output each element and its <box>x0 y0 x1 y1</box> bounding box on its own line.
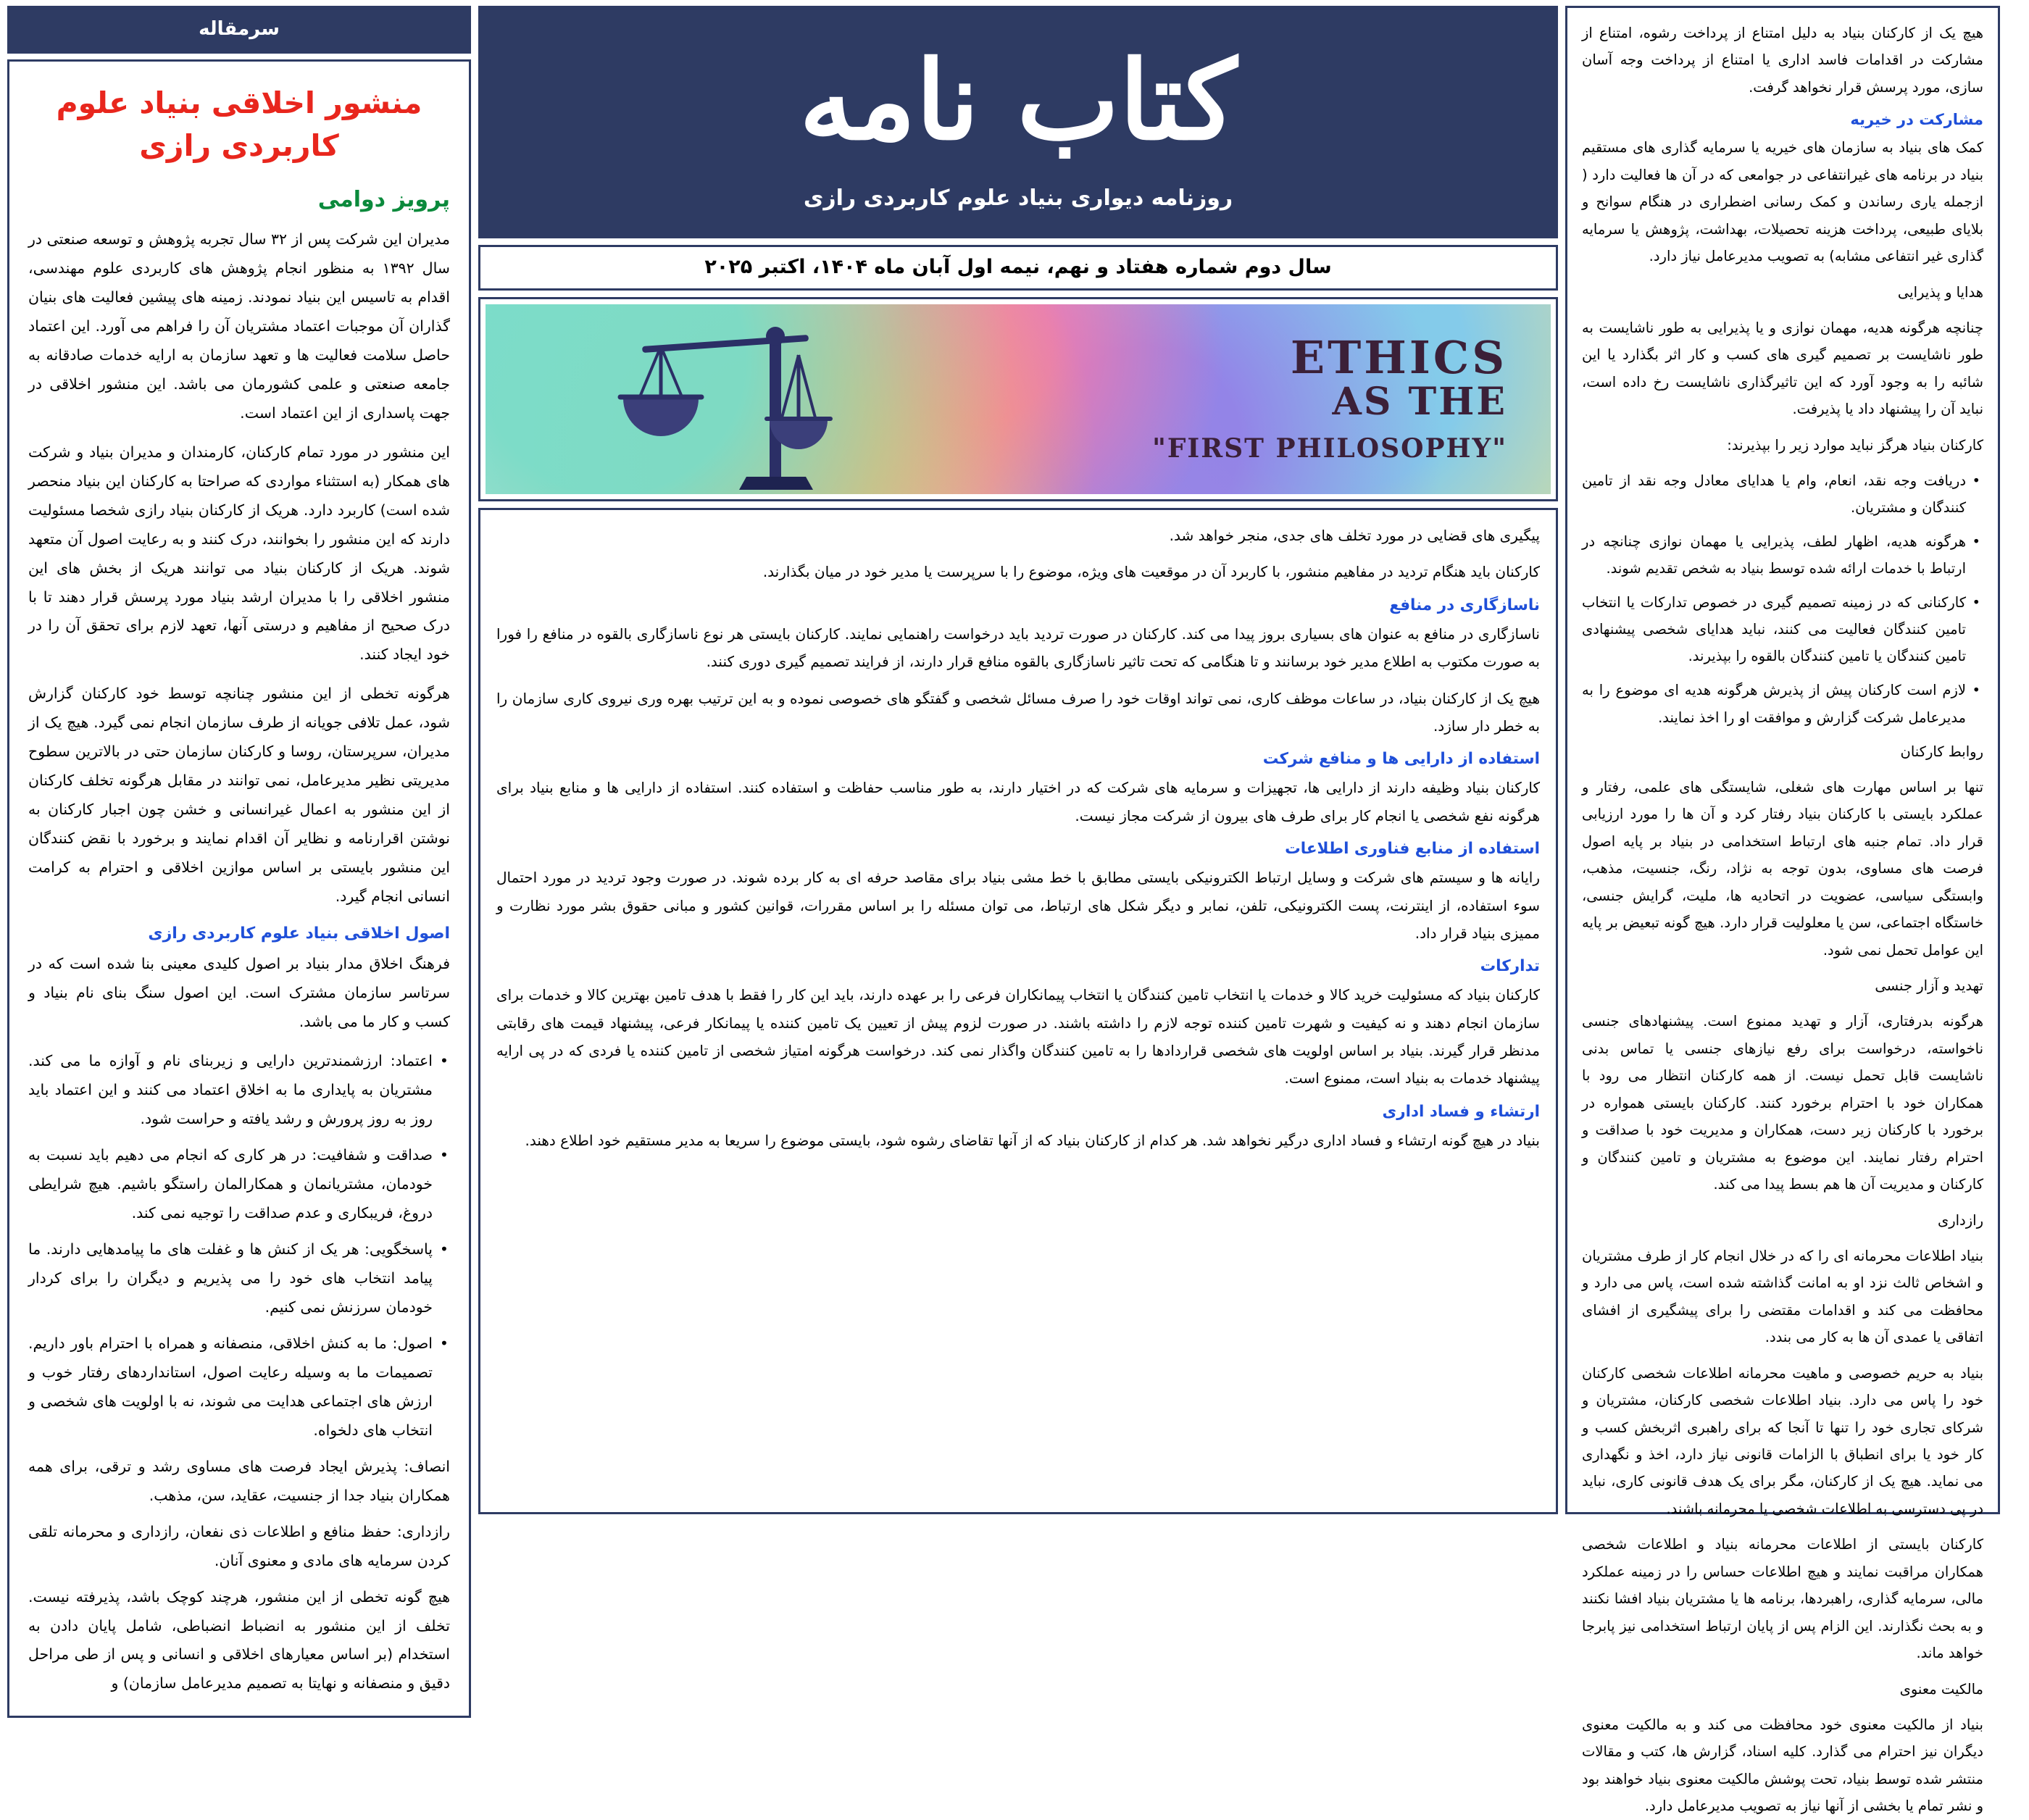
section-heading: ناسازگاری در منافع <box>1389 596 1540 614</box>
section-heading-plain: تهدید و آزار جنسی <box>1875 977 1983 995</box>
section-heading-plain: رازداری <box>1937 1211 1983 1229</box>
list-item: • هرگونه هدیه، اظهار لطف، پذیرایی یا مهمان نوازی چنانچه در ارتباط با خدمات ارائه شده توسط بنیاد به شخص تقدیم شوند. <box>1582 528 1983 582</box>
editorial-section-title: اصول اخلاقی بنیاد علوم کاربردی رازی <box>148 924 450 943</box>
section-paragraph: هرگونه بدرفتاری، آزار و تهدید ممنوع است. پیشنهادهای جنسی ناخواسته، درخواست برای رفع نیازهای جنسی یا تماس بدنی ناشایست قابل تحمل نیست. از همه کارکنان انتظار می رود با همکاران خود با احترام برخورد کنند. کارکنان بایستی همواره در برخورد با کارکنان زیر دست، همکاران و مدیریت خود با صداقت و احترام رفتار نمایند. این موضوع به مشتریان و تامین کنندگان و کارکنان و مدیریت آن ها هم بسط پیدا می کند. <box>1582 1013 1983 1193</box>
editorial-principle: • اعتماد: ارزشمندترین دارایی و زیربنای نام و آوازه ما می کند. مشتریان به پایداری ما به اخلاق اعتماد می کنند و این اعتماد باید روز به روز پرورش و رشد یافته و حراست شود. <box>28 1047 450 1134</box>
section-paragraph: بنیاد در هیچ گونه ارتشاء و فساد اداری درگیر نخواهد شد. هر کدام از کارکنان بنیاد که از آنها تقاضای رشوه شود، بایستی موضوع را سریعا به مدیر مستقیم خود اطلاع دهند. <box>525 1131 1540 1149</box>
section-paragraph: چنانچه هرگونه هدیه، مهمان نوازی و یا پذیرایی به طور ناشایست به طور ناشایست بر تصمیم گیری های کسب و کار اثر بگذارد یا این شائبه را به وجود آورد که این تاثیرگذاری ناشایست رخ داده است، نباید آن را پیشنهاد داد یا پذیرفت. <box>1582 319 1983 418</box>
editorial-closing: هیچ گونه تخطی از این منشور، هرچند کوچک باشد، پذیرفته نیست. تخلف از این منشور به انضباط انضباطی، شامل پایان دادن به استخدام (بر اساس معیارهای اخلاقی و انسانی و پس از طی مراحل دقیق و منصفانه و نهایتا به تصمیم مدیرعامل سازمان) و <box>28 1587 450 1692</box>
left-lead-paragraph: هیچ یک از کارکنان بنیاد به دلیل امتناع از پرداخت رشوه، امتناع از مشارکت در اقدامات فاسد اداری یا امتناع از پرداخت وجه آسان سازی، مورد پرسش قرار نخواهد گرفت. <box>1582 25 1983 96</box>
issue-line: سال دوم شماره هفتاد و نهم، نیمه اول آبان ماه ۱۴۰۴، اکتبر ۲۰۲۵ <box>478 245 1558 291</box>
editorial-principle: رازداری: حفظ منافع و اطلاعات ذی نفعان، رازداری و محرمانه تلقی کردن سرمایه های مادی و معنوی آنان. <box>28 1522 450 1569</box>
section-paragraph: کمک های بنیاد به سازمان های خیریه یا سرمایه گذاری های مستقیم بنیاد در برنامه های غیرانتفاعی در جوامعی که در آن ها فعالیت دارد ( ازجمله یاری رساندن و کمک رسانی اضطراری در هنگام سوانح و بلایای طبیعی، پرداخت هزینه تحصیلات، بهداشت، پژوهش یا سرمایه گذاری غیر انتفاعی مشابه) به تصویب مدیرعامل نیاز دارد. <box>1582 139 1983 265</box>
main-column <box>478 6 1558 1514</box>
main-paragraph: پیگیری های قضایی در مورد تخلف های جدی، منجر خواهد شد. <box>1169 527 1540 544</box>
editorial-principle: انصاف: پذیرش ایجاد فرصت های مساوی رشد و ترقی، برای همه همکاران بنیاد جدا از جنسیت، عقاید، سن، مذهب. <box>28 1457 450 1504</box>
figure-line-2: AS THE <box>1332 380 1507 425</box>
section-paragraph: کارکنان بنیاد که مسئولیت خرید کالا و خدمات یا انتخاب تامین کنندگان یا انتخاب پیمانکاران فرعی را بر عهده دارند، باید این کار را فقط با هدف تامین بهترین کالا و خدمات برای سازمان انجام دهند و نه کیفیت و شهرت تامین کننده توجه لازم را داشته باشند. در صورت لزوم پیش از تعیین یک تامین کننده یا پیمانکار فرعی، پیشنهاد قیمت های رقابتی مدنظر قرار گیرند. بنیاد بر اساس اولویت های شخصی قراردادها را به تامین کنندگان واگذار نمی کند. درخواست هرگونه امتیاز شخصی از تامین کننده یا فردی که در پی ارایه پیشنهاد خدمات به بنیاد است، ممنوع است. <box>496 986 1540 1088</box>
section-heading-plain: هدایا و پذیرایی <box>1897 283 1983 301</box>
editorial-column <box>7 6 471 1692</box>
section-paragraph: بنیاد از مالکیت معنوی خود محافظت می کند و به مالکیت معنوی دیگران نیز احترام می گذارد. کلیه اسناد، گزارش ها، کتب و مقالات منتشر شده توسط بنیاد، تحت پوشش مالکیت معنوی بنیاد خواهند بود و نشر تمام یا بخشی از آنها نیاز به تصویب مدیرعامل دارد. <box>1582 1716 1983 1815</box>
editorial-header: سرمقاله <box>7 6 471 54</box>
editorial-principle: • پاسخگویی: هر یک از کنش ها و غفلت های ما پیامدهایی دارند. ما پیامد انتخاب های خود را می پذیریم و دیگران را برای کردار خودمان سرزنش نمی کنیم. <box>28 1235 450 1322</box>
section-heading: تدارکات <box>1480 957 1540 976</box>
figure-container <box>478 297 1558 501</box>
section-heading: استفاده از منابع فناوری اطلاعات <box>1285 840 1540 859</box>
editorial-paragraph: مدیران این شرکت پس از ۳۲ سال تجربه پژوهش و توسعه صنعتی در سال ۱۳۹۲ به منظور انجام پژوهش های کاربردی علوم مهندسی، اقدام به تاسیس این بنیاد نمودند. زمینه های پیشین فعالیت های بنیان گذاران آن موجبات اعتماد مشتریان آن را فراهم می آورد. این اعتماد حاصل سلامت فعالیت ها و تعهد سازمان به ارایه خدمات صادقانه به جامعه صنعتی و علمی کشورمان می باشد. این منشور اخلاقی در جهت پاسداری از این اعتماد است. <box>28 230 450 422</box>
section-paragraph: رایانه ها و سیستم های شرکت و وسایل ارتباط الکترونیکی بایستی مطابق با خط مشی بنیاد برای مقاصد حرفه ای به کار برده شوند. در صورت وجود تردید در مورد احتمال سوء استفاده، از اینترنت، پست الکترونیکی، تلفن، نمابر و دیگر شکل های ارتباط، می توان مسئله را بر اساس مقررات، قوانین کشور و مبانی حقوق بشر مورد نظارت و ممیزی بنیاد قرار داد. <box>496 869 1540 942</box>
section-paragraph: بنیاد اطلاعات محرمانه ای را که در خلال انجام کار از طرف مشتریان و اشخاص ثالث نزد او به امانت گذاشته شده است، پاس می دارد و محافظت می کند و اقدامات مقتضی را برای پیشگیری از افشای اتفاقی یا عمدی آن ها به کار می بندد. <box>1582 1247 1983 1346</box>
section-paragraph: کارکنان بایستی از اطلاعات محرمانه بنیاد و اطلاعات شخصی همکاران مراقبت نمایند و هیچ اطلاعات حساس را در زمینه عملکرد مالی، سرمایه گذاری، راهبردها، برنامه ها یا مشتریان بنیاد افشا نکنند و به بحث نگذارند. این الزام پس از پایان ارتباط استخدامی نیز پابرجا خواهد ماند. <box>1582 1536 1983 1662</box>
list-item: • کارکنانی که در زمینه تصمیم گیری در خصوص تدارکات یا انتخاب تامین کنندگان فعالیت می کنند، نباید هدایای شخصی پیشنهادی تامین کنندگان یا تامین کنندگان بالقوه را بپذیرند. <box>1582 589 1983 669</box>
editorial-principle: • صداقت و شفافیت: در هر کاری که انجام می دهیم باید نسبت به خودمان، مشتریانمان و همکارالمان راستگو باشیم. هیچ شرایطی دروغ، فریبکاری و عدم صداقت را توجیه نمی کند. <box>28 1141 450 1228</box>
main-paragraph: کارکنان باید هنگام تردید در مفاهیم منشور، با کاربرد آن در موقعیت های ویژه، موضوع را با سرپرست یا مدیر خود در میان بگذارند. <box>762 563 1540 581</box>
section-heading-plain: مالکیت معنوی <box>1899 1680 1983 1698</box>
section-paragraph: هیچ یک از کارکنان بنیاد، در ساعات موظف کاری، نمی تواند اوقات خود را صرف مسائل شخصی و گفتگو های خصوصی نموده و به این ترتیب بهره وری نیروی کاری سازمان را به خطر دار سازد. <box>496 689 1540 735</box>
secondary-column <box>1565 6 2000 1815</box>
figure-caption <box>1152 331 1507 464</box>
masthead <box>478 6 1558 238</box>
scales-of-justice-icon <box>572 312 877 493</box>
section-paragraph: کارکنان بنیاد هرگز نباید موارد زیر را بپذیرند: <box>1727 436 1983 454</box>
list-item: • دریافت وجه نقد، انعام، وام یا هدایای معادل وجه نقد از تامین کنندگان و مشتریان. <box>1582 467 1983 521</box>
masthead-title: کتاب نامه <box>799 37 1238 164</box>
section-paragraph: بنیاد به حریم خصوصی و ماهیت محرمانه اطلاعات شخصی کارکنان خود را پاس می دارد. بنیاد اطلاعات شخصی کارکنان، مشتریان و شرکای تجاری خود را تنها تا آنجا که برای راهبری اثربخش کسب و کار خود یا برای انطباق با الزامات قانونی نیاز دارد، اخذ و نگهداری می نماید. هیچ یک از کارکنان، مگر برای یک هدف قانونی کاری، نباید در پی دسترسی به اطلاعات شخصی یا محرمانه باشند. <box>1582 1364 1983 1517</box>
figure-line-1: ETHICS <box>1290 331 1507 384</box>
section-paragraph: ناسازگاری در منافع به عنوان های بسیاری بروز پیدا می کند. کارکنان در صورت تردید باید درخواست راهنمایی نمایند. کارکنان بایستی هر نوع ناسازگاری بالقوه در منافع را فورا به صورت مکتوب به اطلاع مدیر خود برسانند و تا هنگامی که تحت تاثیر ناسازگاری بالقوه منافع قرار دارند، از فرایند تصمیم گیری دوری کنند. <box>496 625 1540 671</box>
section-paragraph: کارکنان بنیاد وظیفه دارند از دارایی ها، تجهیزات و سرمایه های شرکت که در اختیار دارند، به طور مناسب حفاظت و استفاده کنند. استفاده از دارایی ها و منابع بنیاد برای هرگونه نفع شخصی یا انجام کار برای طرف های بیرون از شرکت مجاز نیست. <box>496 779 1540 825</box>
editorial-principle: • اصول: ما به کنش اخلاقی، منصفانه و همراه با احترام باور داریم. تصمیمات ما به وسیله رعایت اصول، استانداردهای رفتار خوب و ارزش های اجتماعی هدایت می شوند، نه با اولویت های شخصی و انتخاب های دلخواه. <box>28 1329 450 1445</box>
figure-line-3: "FIRST PHILOSOPHY" <box>1152 433 1507 464</box>
list-item: • لازم است کارکنان پیش از پذیرش هرگونه هدیه ای موضوع را به مدیرعامل شرکت گزارش و موافقت او را اخذ نمایند. <box>1582 677 1983 730</box>
masthead-subtitle: روزنامه دیواری بنیاد علوم کاربردی رازی <box>803 185 1233 211</box>
section-paragraph: تنها بر اساس مهارت های شغلی، شایستگی های علمی، رفتار و عملکرد بایستی با کارکنان بنیاد رفتار کرد و آن ها را مورد ارزیابی قرار داد. تمام جنبه های ارتباط استخدامی در بنیاد بر پایه اصول فرصت های مساوی، بدون توجه به نژاد، رنگ، جنسیت، مذهب، وابستگی سیاسی، عضویت در اتحادیه ها، ملیت، گرایش جنسی، خاستگاه اجتماعی، سن یا معلولیت قرار دارد. هیچ گونه تبعیض بر پایه این عوامل تحمل نمی شود. <box>1582 778 1983 959</box>
editorial-paragraph: هرگونه تخطی از این منشور چنانچه توسط خود کارکنان گزارش شود، عمل تلافی جویانه از طرف سازمان انجام نمی گیرد. هیچ یک از مدیران، سرپرستان، روسا و کارکنان سازمان حتی در بالاترین سطوح مدیریتی نظیر مدیرعامل، نمی توانند در مقابل هرگونه تخلف کارکنان از این منشور به اعمال غیرانسانی و خشن چون اجبار کارکنان به نوشتن اقرارنامه و نظایر آن اقدام نمایند و برخورد با نقض کنندگان این منشور بایستی بر اساس موازین اخلاقی و احترام به کرامت انسانی انجام گیرد. <box>28 685 450 906</box>
editorial-title: منشور اخلاقی بنیاد علوم کاربردی رازی <box>56 85 422 164</box>
editorial-section-intro: فرهنگ اخلاق مدار بنیاد بر اصول کلیدی معینی بنا شده است که در سرتاسر سازمان مشترک است. این اصول سنگ بنای نام بنیاد و کسب و کار ما می باشد. <box>28 955 450 1031</box>
editorial-body <box>7 59 471 1718</box>
section-heading: استفاده از دارایی ها و منافع شرکت <box>1262 750 1540 769</box>
main-article-body <box>478 508 1558 1514</box>
section-heading: مشارکت در خیریه <box>1850 111 1983 129</box>
editorial-paragraph: این منشور در مورد تمام کارکنان، کارمندان و مدیران بنیاد و شرکت های همکار (به استثناء مواردی که صراحتا به کارکنان این بنیاد منحصر شده است) کاربرد دارد. هریک از کارکنان بنیاد رازی شخصا مسئولیت دارند که این منشور را بخوانند، درک کنند و به رعایت اصول آن متعهد شوند. هریک از کارکنان بنیاد می توانند هریک از بخش های این منشور اخلاقی را با مدیران ارشد بنیاد مورد پرسش قرار دهند تا با درک صحیح از مفاهیم و درستی آنها، تعهد لازم برای تحقق آن را در خود ایجاد کنند. <box>28 443 450 664</box>
editorial-author: پرویز دوامی <box>317 186 450 212</box>
section-heading-plain: روابط کارکنان <box>1900 743 1983 760</box>
ethics-illustration <box>486 304 1551 494</box>
section-heading: ارتشاء و فساد اداری <box>1382 1102 1540 1121</box>
